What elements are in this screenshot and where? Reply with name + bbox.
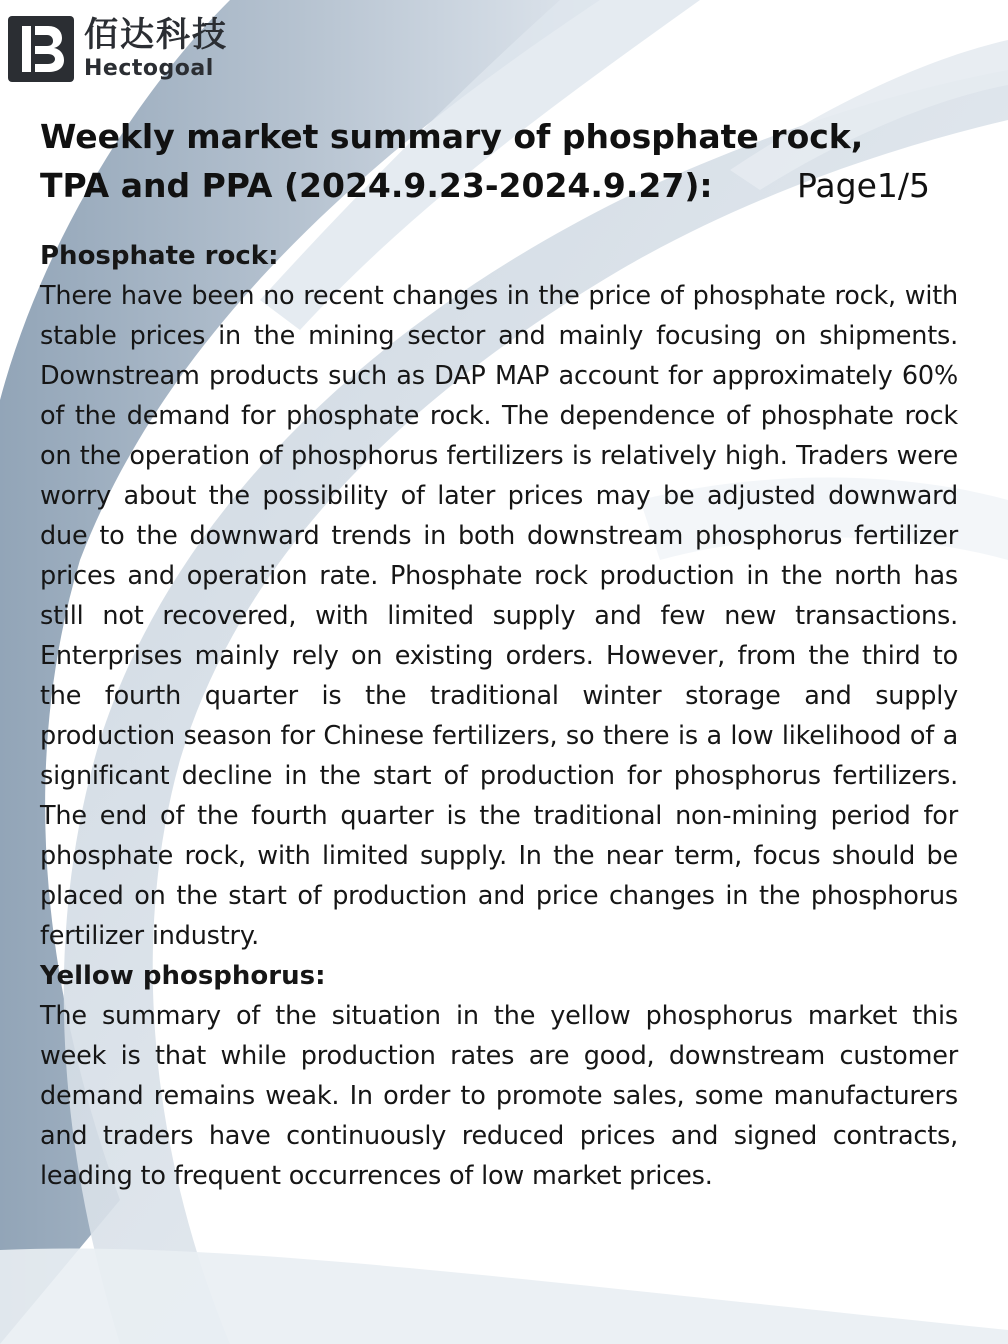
section-phosphate-rock [40,236,958,956]
section-yellow-phosphorus [40,956,958,1196]
title-text: Weekly market summary of phosphate rock, TPA and PPA (2024.9.23-2024.9.27): [40,117,864,205]
logo-mark-icon [8,16,74,82]
document-title [40,112,940,210]
section-paragraph: The summary of the situation in the yellow phosphorus market this week is that while production rates are good, downstream customer demand remains weak. In order to promote sales, some manufacturers and traders have continuously reduced prices and signed contracts, leading to frequent occurrences of low market prices. [40,1001,958,1191]
logo-brand-english: Hectogoal [84,56,214,81]
page-indicator: Page1/5 [797,166,930,205]
section-heading: Yellow phosphorus: [40,961,326,991]
section-heading: Phosphate rock: [40,241,279,271]
logo-brand-chinese: 佰达科技 [84,15,228,55]
company-logo [8,16,228,82]
document-body [40,236,958,1196]
section-paragraph: There have been no recent changes in the price of phosphate rock, with stable prices in the mining sector and mainly focusing on shipments. Downstream products such as DAP MAP account for approximately 60% of the demand for phosphate rock. The dependence of phosphate rock on the operation of phosphorus fertilizers is relatively high. Traders were worry about the possibility of later prices may be adjusted downward due to the downward trends in both downstream phosphorus fertilizer prices and operation rate. Phosphate rock production in the north has still not recovered, with limited supply and few new transactions. Enterprises mainly rely on existing orders. However, from the third to the fourth quarter is the traditional winter storage and supply production season for Chinese fertilizers, so there is a low likelihood of a significant decline in the start of production for phosphorus fertilizers. The end of the fourth quarter is the traditional non-mining period for phosphate rock, with limited supply. In the near term, focus should be placed on the start of production and price changes in the phosphorus fertilizer industry. [40,281,958,951]
